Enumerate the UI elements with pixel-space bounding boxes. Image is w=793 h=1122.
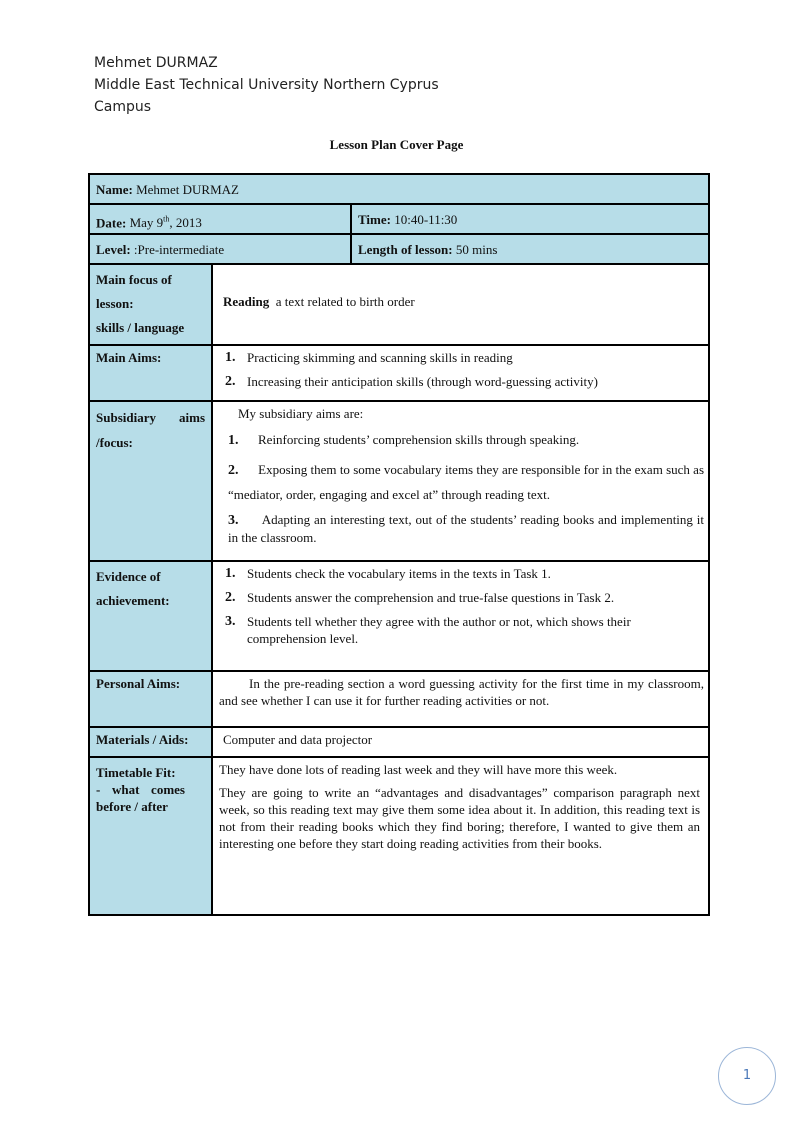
main-aims-label: Main Aims:: [89, 345, 212, 401]
document-header: [94, 52, 494, 118]
materials-text: Computer and data projector: [212, 727, 709, 757]
list-item: 2. Students answer the comprehension and true-false questions in Task 2.: [225, 590, 615, 605]
list-item: 2. Exposing them to some vocabulary items they are responsible for in the exam such as “mediator, order, engaging and excel at” through reading text.: [228, 462, 705, 502]
list-item: 1. Reinforcing students’ comprehension skills through speaking.: [228, 432, 580, 448]
timetable-para-1: They have done lots of reading last week and they will have more this week.: [219, 762, 618, 777]
evidence-row: [89, 561, 709, 671]
length-label: Length of lesson:: [358, 242, 453, 257]
subsidiary-intro: My subsidiary aims are:: [238, 406, 364, 421]
main-aims-list: [219, 346, 702, 394]
materials-label: Materials / Aids:: [89, 727, 212, 757]
date-label: Date:: [96, 215, 127, 231]
level-label: Level:: [96, 242, 131, 257]
date-time-row: [89, 204, 709, 234]
personal-aims-label: Personal Aims:: [89, 671, 212, 727]
name-row: [89, 174, 709, 204]
date-value: May 9th, 2013: [129, 215, 202, 231]
evidence-label: Evidence of achievement:: [89, 561, 212, 671]
subsidiary-content: [212, 401, 709, 561]
main-focus-row: [89, 264, 709, 345]
author-name: Mehmet DURMAZ: [94, 55, 218, 71]
list-item: 1. Practicing skimming and scanning skills in reading: [225, 350, 513, 365]
timetable-label: Timetable Fit: - what comes before / after: [89, 757, 212, 915]
length-cell: [351, 234, 709, 264]
name-cell: [89, 174, 709, 204]
list-item: 2. Increasing their anticipation skills (through word-guessing activity): [225, 374, 598, 389]
page-number: 1: [718, 1047, 776, 1105]
length-value: 50 mins: [455, 242, 498, 257]
date-cell: [89, 204, 351, 234]
main-focus-label: Main focus of lesson: skills / language: [89, 264, 212, 345]
time-label: Time:: [358, 212, 391, 227]
list-item: 1. Students check the vocabulary items in the texts in Task 1.: [225, 566, 551, 581]
list-item: 3. Students tell whether they agree with the author or not, which shows their comprehension level.: [225, 614, 631, 646]
evidence-list: [219, 565, 702, 647]
name-label: Name:: [96, 182, 133, 197]
time-cell: [351, 204, 709, 234]
personal-aims-text: In the pre-reading section a word guessing activity for the first time in my classroom, and see whether I can use it for further reading activities or not.: [212, 671, 709, 727]
main-focus-value: Reading a text related to birth order: [212, 264, 709, 345]
subsidiary-row: [89, 401, 709, 561]
timetable-content: [212, 757, 709, 915]
materials-row: [89, 727, 709, 757]
evidence-content: [212, 561, 709, 671]
main-aims-content: [212, 345, 709, 401]
institution-line-1: Middle East Technical University Northern Cyprus: [94, 77, 439, 93]
level-cell: [89, 234, 351, 264]
timetable-para-2: They are going to write an “advantages and disadvantages” comparison paragraph next week, so this reading text may give them some idea about it. In addition, this reading text is not from their reading books which they find boring; therefore, I wanted to give them an interesting one before they start doing reading activities from their books.: [219, 785, 701, 851]
lesson-plan-table: [88, 173, 710, 916]
personal-aims-row: [89, 671, 709, 727]
subsidiary-label: Subsidiary aims /focus:: [89, 401, 212, 561]
time-value: 10:40-11:30: [394, 212, 458, 227]
name-value: Mehmet DURMAZ: [136, 182, 239, 197]
timetable-row: [89, 757, 709, 915]
page-title: Lesson Plan Cover Page: [329, 137, 464, 152]
level-value: :Pre-intermediate: [133, 242, 225, 257]
institution-line-2: Campus: [94, 99, 152, 115]
main-aims-row: [89, 345, 709, 401]
list-item: 3. Adapting an interesting text, out of the students’ reading books and implementing it in the classroom.: [228, 512, 705, 545]
level-length-row: [89, 234, 709, 264]
